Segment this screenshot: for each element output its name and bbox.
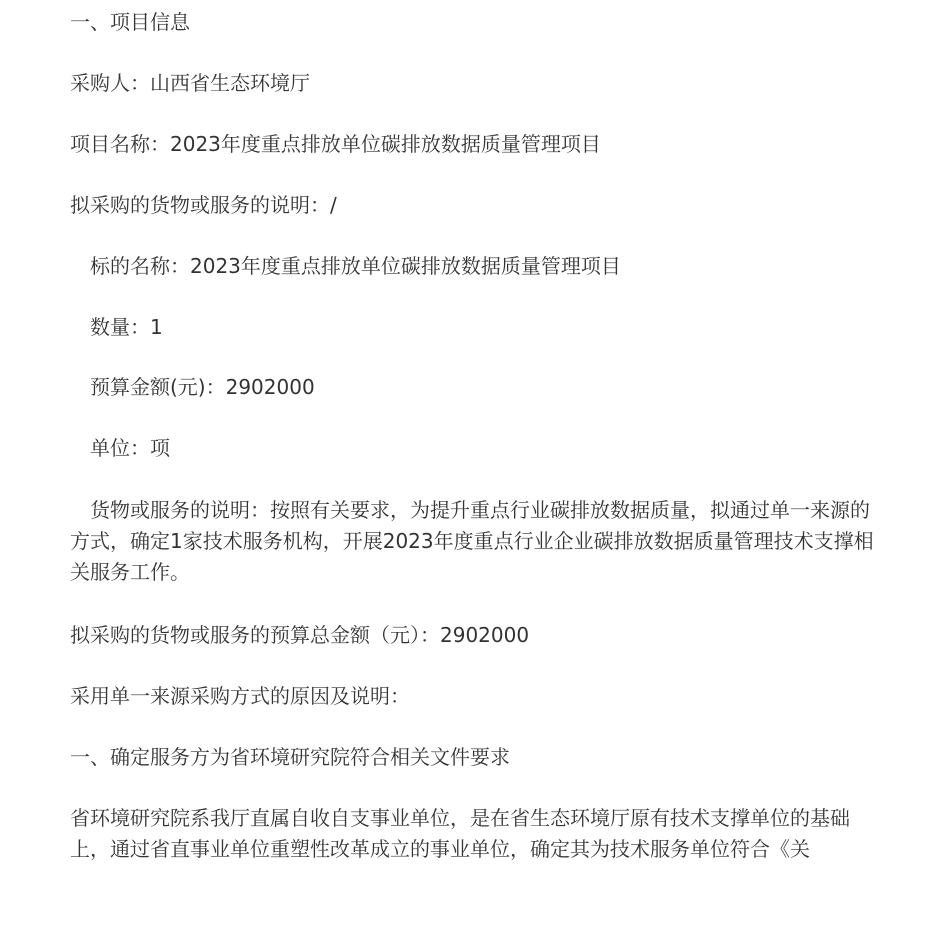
bottom-fade xyxy=(0,874,950,934)
section-heading-project-info: 一、项目信息 xyxy=(70,10,190,34)
item-unit-line: 单位：项 xyxy=(90,436,170,460)
reason-paragraph: 省环境研究院系我厅直属自收自支事业单位，是在省生态环境厅原有技术支撑单位的基础上，通过省直事业单位重塑性改革成立的事业单位，确定其为技术服务单位符合《关 xyxy=(70,806,850,861)
goods-description-label: 拟采购的货物或服务的说明：/ xyxy=(70,193,337,217)
project-name-line: 项目名称：2023年度重点排放单位碳排放数据质量管理项目 xyxy=(70,132,601,156)
item-name-line: 标的名称：2023年度重点排放单位碳排放数据质量管理项目 xyxy=(90,254,621,278)
item-description-paragraph: 货物或服务的说明：按照有关要求，为提升重点行业碳排放数据质量，拟通过单一来源的方式，确定1家技术服务机构，开展2023年度重点行业企业碳排放数据质量管理技术支撑相关服务工作。 xyxy=(70,498,874,584)
section-heading-service-provider: 一、确定服务方为省环境研究院符合相关文件要求 xyxy=(70,745,510,769)
purchaser-line: 采购人：山西省生态环境厅 xyxy=(70,71,310,95)
item-budget-line: 预算金额(元)：2902000 xyxy=(90,375,315,399)
item-quantity-line: 数量：1 xyxy=(90,315,163,339)
reason-label: 采用单一来源采购方式的原因及说明： xyxy=(70,684,410,708)
total-budget-line: 拟采购的货物或服务的预算总金额（元）：2902000 xyxy=(70,623,530,647)
